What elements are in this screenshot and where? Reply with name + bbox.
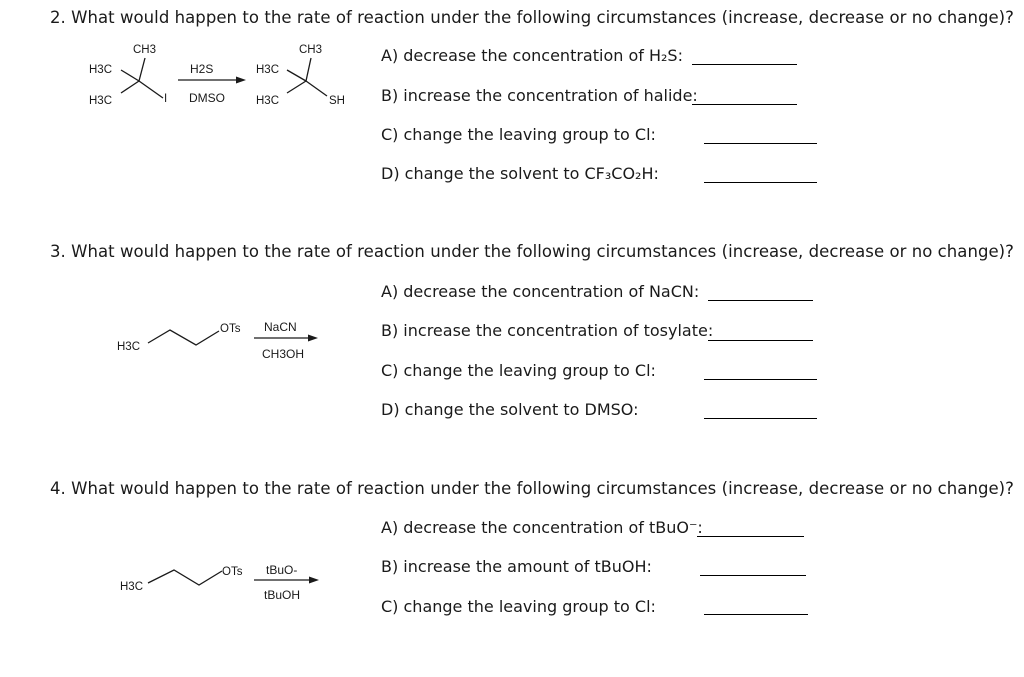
q3-option-a: A) decrease the concentration of NaCN: bbox=[381, 282, 700, 301]
q2-reactant-h3c-bottom-label: H3C bbox=[89, 95, 113, 107]
q4-option-c: C) change the leaving group to Cl: bbox=[381, 597, 656, 616]
q4-answer-blank-a[interactable] bbox=[697, 536, 804, 537]
q4-answer-blank-b[interactable] bbox=[700, 575, 806, 576]
q2-product-h3c-bottom-label: H3C bbox=[256, 95, 280, 107]
q3-option-d: D) change the solvent to DMSO: bbox=[381, 400, 639, 419]
q2-option-c: C) change the leaving group to Cl: bbox=[381, 125, 656, 144]
q3-reactant-ots-label: OTs bbox=[220, 323, 241, 335]
q3-reagent-nacn: NaCN bbox=[264, 320, 297, 334]
q2-reactant-h3c-top-label: H3C bbox=[89, 64, 113, 76]
q2-option-b: B) increase the concentration of halide: bbox=[381, 86, 698, 105]
q4-reactant-h3c-label: H3C bbox=[120, 581, 144, 593]
q4-reagent-tbuoh: tBuOH bbox=[264, 588, 301, 602]
q4-option-b: B) increase the amount of tBuOH: bbox=[381, 557, 652, 576]
q4-option-a: A) decrease the concentration of tBuO⁻: bbox=[381, 518, 703, 537]
q2-product-ch3-label: CH3 bbox=[299, 44, 323, 56]
q3-reactant-h3c-label: H3C bbox=[117, 341, 141, 353]
q4-reagent-tbuo: tBuO- bbox=[266, 563, 298, 577]
q4-reactant-ots-label: OTs bbox=[222, 566, 243, 578]
q2-product-h3c-top-label: H3C bbox=[256, 64, 280, 76]
q2-option-a: A) decrease the concentration of H₂S: bbox=[381, 46, 683, 65]
q2-reagent-h2s: H2S bbox=[190, 62, 214, 76]
q3-option-b: B) increase the concentration of tosylate: bbox=[381, 321, 714, 340]
q3-reagent-ch3oh: CH3OH bbox=[262, 347, 305, 361]
q2-reactant-iodine-label: I bbox=[164, 93, 168, 105]
q3-option-c: C) change the leaving group to Cl: bbox=[381, 361, 656, 380]
question-3-title: 3. What would happen to the rate of reaction under the following circumstances (increase, decrease or no change)? bbox=[50, 242, 1014, 261]
q2-reactant-ch3-label: CH3 bbox=[133, 44, 157, 56]
q4-reaction-arrow bbox=[254, 577, 319, 584]
q2-reagent-dmso: DMSO bbox=[189, 91, 225, 105]
q4-reactant-structure bbox=[148, 570, 222, 585]
q2-option-d: D) change the solvent to CF₃CO₂H: bbox=[381, 164, 659, 183]
q4-answer-blank-c[interactable] bbox=[704, 614, 808, 615]
question-2-title: 2. What would happen to the rate of reaction under the following circumstances (increase, decrease or no change)? bbox=[50, 8, 1014, 27]
question-4-title: 4. What would happen to the rate of reaction under the following circumstances (increase, decrease or no change)? bbox=[50, 479, 1014, 498]
q2-product-sh-label: SH bbox=[329, 95, 345, 107]
